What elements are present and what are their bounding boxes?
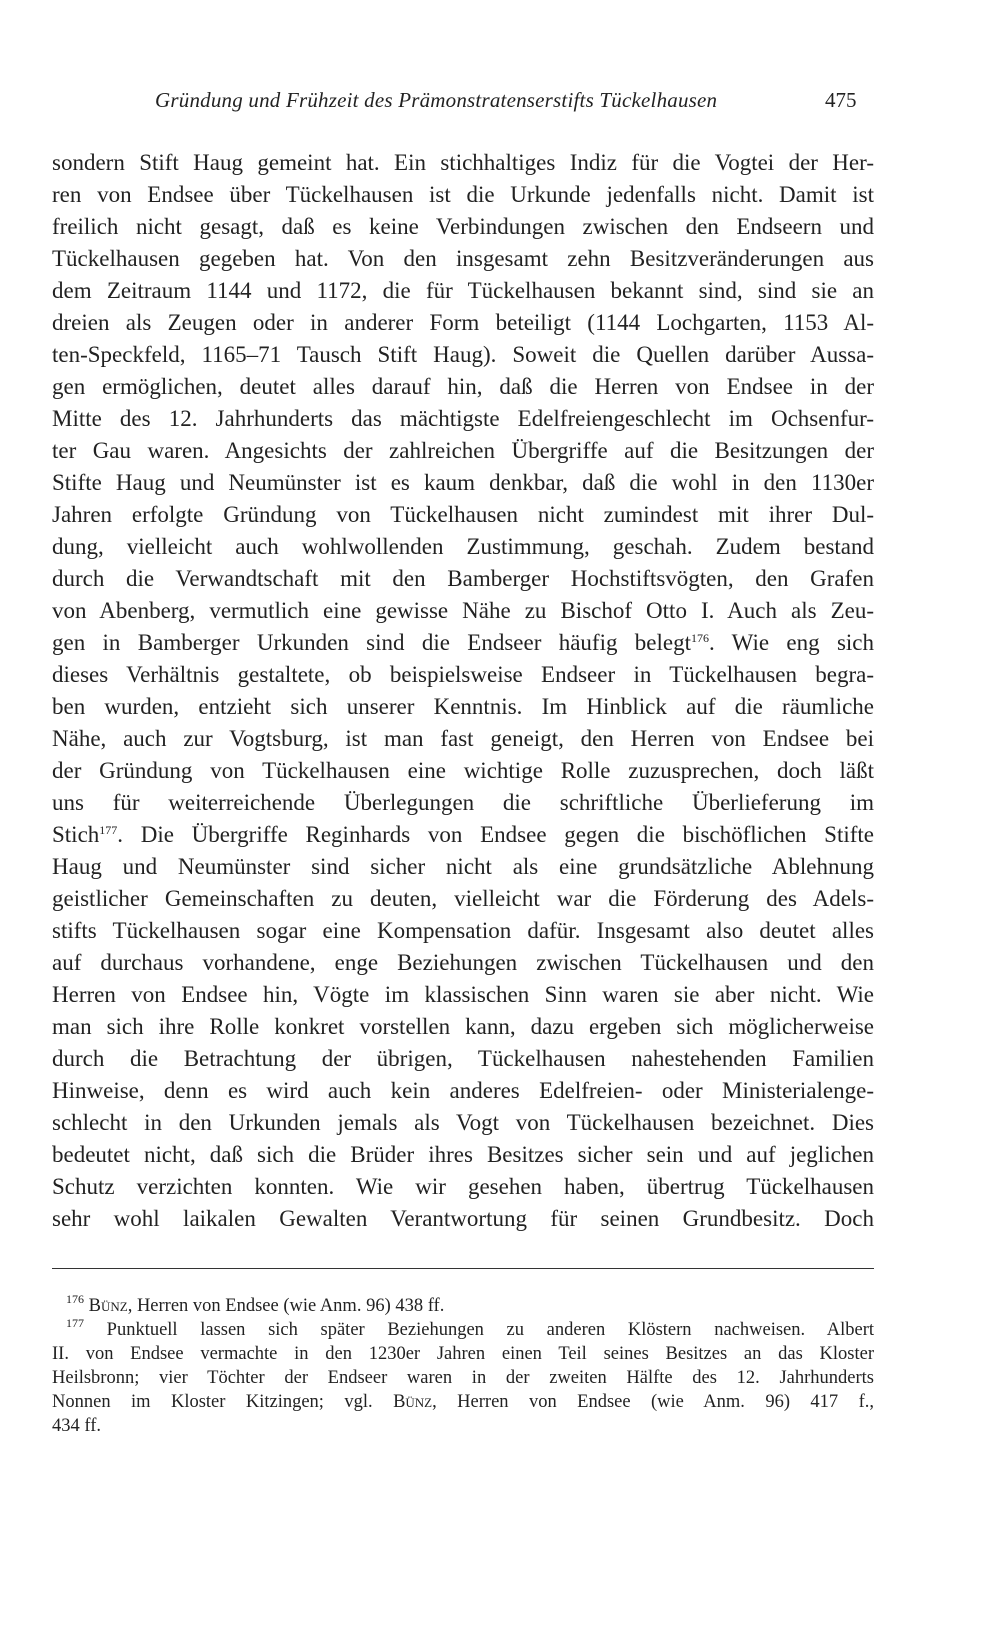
- main-text: [52, 147, 874, 1235]
- body-line-with-ref-176: [52, 627, 874, 659]
- page-number: 475: [825, 88, 857, 112]
- body-line: bedeutet nicht, daß sich die Brüder ihres Besitzes sicher sein und auf jeglichen: [52, 1142, 874, 1167]
- body-line: Jahren erfolgte Gründung von Tückelhausen nicht zumindest mit ihrer Dul-: [52, 502, 874, 527]
- body-line: dreien als Zeugen oder in anderer Form beteiligt (1144 Lochgarten, 1153 Al-: [52, 310, 874, 335]
- body-line: freilich nicht gesagt, daß es keine Verbindungen zwischen den Endseern und: [52, 214, 874, 239]
- body-line: Stifte Haug und Neumünster ist es kaum denkbar, daß die wohl in den 1130er: [52, 470, 874, 495]
- body-line: man sich ihre Rolle konkret vorstellen kann, dazu ergeben sich möglicherweise: [52, 1014, 874, 1039]
- running-header: [0, 88, 1000, 124]
- footnote-text: , Herren von Endsee (wie Anm. 96) 417 f.,: [432, 1392, 874, 1412]
- footnote-ref-176[interactable]: 176: [691, 631, 709, 645]
- body-line: der Gründung von Tückelhausen eine wichtige Rolle zuzusprechen, doch läßt: [52, 758, 874, 783]
- footnote-line: II. von Endsee vermachte in den 1230er Jahren einen Teil seines Besitzes an das Kloster: [52, 1344, 874, 1364]
- body-line: von Abenberg, vermutlich eine gewisse Nähe zu Bischof Otto I. Auch als Zeu-: [52, 598, 874, 623]
- footnote-author: Bünz: [393, 1392, 433, 1412]
- body-line: uns für weiterreichende Überlegungen die schriftliche Überlieferung im: [52, 790, 874, 815]
- footnote-text: Punktuell lassen sich später Beziehungen zu anderen Klöstern nachweisen. Albert: [106, 1320, 875, 1340]
- body-line: durch die Verwandtschaft mit den Bamberger Hochstiftsvögten, den Grafen: [52, 566, 874, 591]
- body-line-text: . Die Übergriffe Reginhards von Endsee gegen die bischöflichen Stifte: [117, 822, 874, 847]
- body-line: Nähe, auch zur Vogtsburg, ist man fast geneigt, den Herren von Endsee bei: [52, 726, 874, 751]
- body-line: dieses Verhältnis gestaltete, ob beispielsweise Endseer in Tückelhausen begra-: [52, 662, 874, 687]
- body-line: durch die Betrachtung der übrigen, Tückelhausen nahestehenden Familien: [52, 1046, 874, 1071]
- body-line: dung, vielleicht auch wohlwollenden Zustimmung, geschah. Zudem bestand: [52, 534, 874, 559]
- body-line: Schutz verzichten konnten. Wie wir gesehen haben, übertrug Tückelhausen: [52, 1174, 874, 1199]
- body-line: ren von Endsee über Tückelhausen ist die Urkunde jedenfalls nicht. Damit ist: [52, 182, 874, 207]
- footnote-line: [52, 1390, 874, 1414]
- footnotes: [52, 1294, 874, 1438]
- body-line: ter Gau waren. Angesichts der zahlreichen Übergriffe auf die Besitzungen der: [52, 438, 874, 463]
- footnote-number: 177: [66, 1316, 84, 1330]
- body-line: Herren von Endsee hin, Vögte im klassischen Sinn waren sie aber nicht. Wie: [52, 982, 874, 1007]
- body-line: Hinweise, denn es wird auch kein anderes Edelfreien- oder Ministerialenge-: [52, 1078, 874, 1103]
- footnote-176: [52, 1294, 874, 1318]
- body-line: Tückelhausen gegeben hat. Von den insgesamt zehn Besitzveränderungen aus: [52, 246, 874, 271]
- running-title: Gründung und Frühzeit des Prämonstratenserstifts Tückelhausen: [155, 88, 718, 112]
- footnote-text: Nonnen im Kloster Kitzingen; vgl.: [52, 1392, 394, 1412]
- footnote-number: 176: [66, 1292, 84, 1306]
- body-line: stifts Tückelhausen sogar eine Kompensation dafür. Insgesamt also deutet alles: [52, 918, 874, 943]
- body-line: geistlicher Gemeinschaften zu deuten, vielleicht war die Förderung des Adels-: [52, 886, 874, 911]
- body-line-text: Stich: [52, 822, 100, 847]
- footnote-divider: [52, 1268, 874, 1269]
- body-line-text: gen in Bamberger Urkunden sind die Endseer häufig belegt: [52, 630, 691, 655]
- footnote-text: , Herren von Endsee (wie Anm. 96) 438 ff.: [127, 1296, 445, 1316]
- body-line: ten-Speckfeld, 1165–71 Tausch Stift Haug). Soweit die Quellen darüber Aussa-: [52, 342, 874, 367]
- footnote-author: Bünz: [88, 1296, 128, 1316]
- body-line: schlecht in den Urkunden jemals als Vogt von Tückelhausen bezeichnet. Dies: [52, 1110, 874, 1135]
- footnote-line: 434 ff.: [52, 1416, 101, 1436]
- body-line: auf durchaus vorhandene, enge Beziehungen zwischen Tückelhausen und den: [52, 950, 874, 975]
- footnote-line: Heilsbronn; vier Töchter der Endseer waren in der zweiten Hälfte des 12. Jahrhunderts: [52, 1368, 874, 1388]
- body-line-text: . Wie eng sich: [709, 630, 874, 655]
- body-line-with-ref-177: [52, 819, 874, 851]
- body-line: gen ermöglichen, deutet alles darauf hin, daß die Herren von Endsee in der: [52, 374, 874, 399]
- footnote-177: [52, 1318, 874, 1342]
- body-line: Mitte des 12. Jahrhunderts das mächtigste Edelfreiengeschlecht im Ochsenfur-: [52, 406, 874, 431]
- body-line: ben wurden, entzieht sich unserer Kenntnis. Im Hinblick auf die räumliche: [52, 694, 874, 719]
- body-line: dem Zeitraum 1144 und 1172, die für Tückelhausen bekannt sind, sind sie an: [52, 278, 874, 303]
- body-line: Haug und Neumünster sind sicher nicht als eine grundsätzliche Ablehnung: [52, 854, 874, 879]
- body-line: sondern Stift Haug gemeint hat. Ein stichhaltiges Indiz für die Vogtei der Her-: [52, 150, 874, 175]
- body-line: sehr wohl laikalen Gewalten Verantwortung für seinen Grundbesitz. Doch: [52, 1206, 874, 1231]
- footnote-ref-177[interactable]: 177: [99, 823, 118, 837]
